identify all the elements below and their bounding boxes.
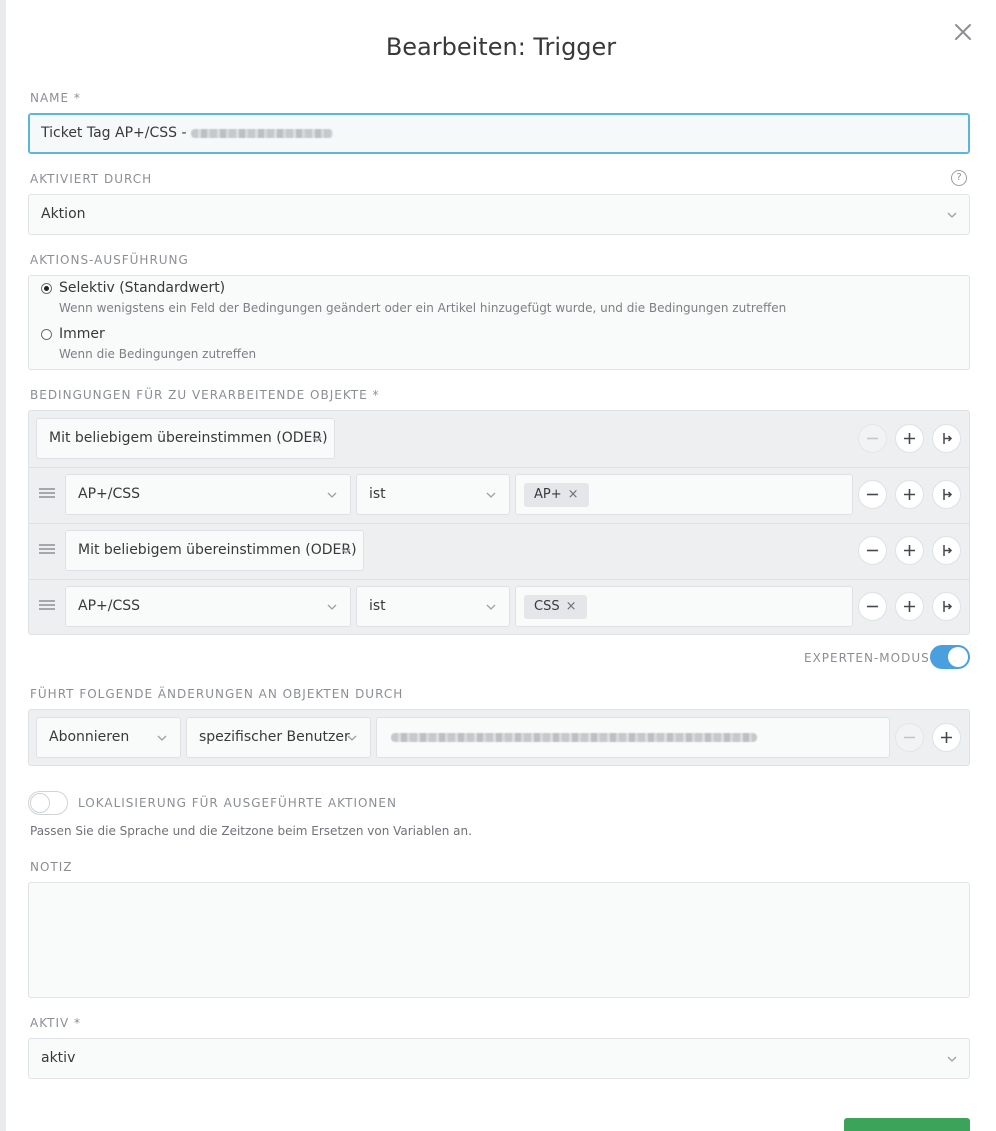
changes-label: FÜHRT FOLGENDE ÄNDERUNGEN AN OBJEKTEN DURCH — [30, 687, 404, 701]
note-label: NOTIZ — [30, 860, 73, 874]
conditions-editor — [28, 410, 970, 635]
tag-chip — [524, 483, 589, 507]
chevron-down-icon — [341, 548, 351, 554]
condition-attribute-value: AP+/CSS — [78, 486, 141, 502]
active-select[interactable] — [28, 1038, 970, 1079]
root-operator-select[interactable] — [36, 418, 335, 459]
radio-always-description: Wenn die Bedingungen zutreffen — [59, 347, 257, 361]
remove-change-button[interactable] — [895, 723, 924, 752]
condition-attribute-select[interactable] — [65, 474, 351, 515]
radio-selective[interactable] — [41, 283, 52, 294]
redacted-text — [391, 733, 757, 742]
condition-attribute-value: AP+/CSS — [78, 598, 141, 614]
chevron-down-icon — [486, 492, 496, 498]
plus-icon — [940, 731, 953, 744]
change-user-input[interactable] — [376, 717, 890, 758]
minus-icon — [866, 544, 879, 557]
radio-always-label: Immer — [59, 326, 105, 342]
active-label: AKTIV * — [30, 1016, 82, 1030]
activated-by-value: Aktion — [41, 206, 86, 222]
execution-radio-group — [28, 275, 970, 370]
change-action-value: Abonnieren — [49, 729, 130, 745]
radio-selective-description: Wenn wenigstens ein Feld der Bedingungen geändert oder ein Artikel hinzugefügt wurde, und die Bedingungen zutreffen — [59, 301, 787, 315]
chevron-down-icon — [327, 604, 337, 610]
submit-button[interactable] — [844, 1118, 970, 1131]
remove-tag-icon[interactable]: × — [567, 487, 579, 502]
plus-icon — [903, 488, 916, 501]
add-subclause-button[interactable] — [932, 536, 961, 565]
chevron-down-icon — [347, 735, 357, 741]
condition-operator-select[interactable] — [356, 586, 510, 627]
plus-icon — [903, 600, 916, 613]
subclause-icon — [940, 488, 953, 501]
expert-mode-toggle[interactable] — [930, 645, 970, 669]
condition-operator-select[interactable] — [356, 474, 510, 515]
note-textarea[interactable] — [28, 882, 970, 998]
condition-tag-input[interactable] — [515, 586, 853, 627]
expert-mode-label: EXPERTEN-MODUS — [804, 651, 930, 665]
localization-hint: Passen Sie die Sprache und die Zeitzone beim Ersetzen von Variablen an. — [30, 824, 472, 838]
chevron-down-icon — [947, 1056, 957, 1062]
minus-icon — [866, 600, 879, 613]
remove-condition-button[interactable] — [858, 424, 887, 453]
add-subclause-button[interactable] — [932, 424, 961, 453]
tag-chip-label: AP+ — [534, 487, 562, 502]
condition-attribute-select[interactable] — [65, 586, 351, 627]
group-operator-select[interactable] — [65, 530, 364, 571]
conditions-label: BEDINGUNGEN FÜR ZU VERARBEITENDE OBJEKTE * — [30, 388, 380, 402]
tag-chip-label: CSS — [534, 599, 560, 614]
activated-by-select[interactable] — [28, 194, 970, 235]
chevron-down-icon — [157, 735, 167, 741]
group-operator-value: Mit beliebigem übereinstimmen (ODER) — [78, 542, 357, 558]
tag-chip — [524, 595, 587, 619]
add-condition-button[interactable] — [895, 424, 924, 453]
remove-condition-button[interactable] — [858, 480, 887, 509]
add-condition-button[interactable] — [895, 480, 924, 509]
toggle-knob — [30, 793, 50, 813]
change-target-value: spezifischer Benutzer — [199, 729, 350, 745]
drag-handle-icon[interactable] — [39, 544, 55, 556]
row-divider — [29, 579, 969, 580]
add-change-button[interactable] — [932, 723, 961, 752]
plus-icon — [903, 432, 916, 445]
condition-operator-value: ist — [369, 486, 386, 502]
change-action-select[interactable] — [36, 717, 181, 758]
name-value: Ticket Tag AP+/CSS - — [41, 125, 333, 141]
dialog-title: Bearbeiten: Trigger — [385, 33, 617, 61]
add-subclause-button[interactable] — [932, 480, 961, 509]
root-operator-value: Mit beliebigem übereinstimmen (ODER) — [49, 430, 328, 446]
add-condition-button[interactable] — [895, 592, 924, 621]
change-target-select[interactable] — [186, 717, 371, 758]
drag-handle-icon[interactable] — [39, 600, 55, 612]
radio-selective-label: Selektiv (Standardwert) — [59, 280, 226, 296]
trigger-edit-dialog — [6, 0, 996, 1131]
minus-icon — [903, 731, 916, 744]
plus-icon — [903, 544, 916, 557]
activated-by-label: AKTIVIERT DURCH — [30, 172, 153, 186]
toggle-knob — [948, 647, 968, 667]
chevron-down-icon — [327, 492, 337, 498]
subclause-icon — [940, 544, 953, 557]
redacted-text — [191, 129, 333, 138]
remove-condition-button[interactable] — [858, 592, 887, 621]
radio-always[interactable] — [41, 329, 52, 340]
minus-icon — [866, 432, 879, 445]
name-label: NAME * — [30, 91, 81, 105]
execution-label: AKTIONS-AUSFÜHRUNG — [30, 253, 189, 267]
row-divider — [29, 523, 969, 524]
condition-tag-input[interactable] — [515, 474, 853, 515]
condition-operator-value: ist — [369, 598, 386, 614]
add-condition-button[interactable] — [895, 536, 924, 565]
help-icon[interactable]: ? — [951, 170, 967, 186]
drag-handle-icon[interactable] — [39, 488, 55, 500]
changes-editor — [28, 709, 970, 766]
chevron-down-icon — [947, 212, 957, 218]
subclause-icon — [940, 432, 953, 445]
chevron-down-icon — [312, 436, 322, 442]
remove-tag-icon[interactable]: × — [565, 599, 577, 614]
localization-label: LOKALISIERUNG FÜR AUSGEFÜHRTE AKTIONEN — [78, 796, 397, 810]
localization-toggle[interactable] — [28, 791, 68, 815]
chevron-down-icon — [486, 604, 496, 610]
subclause-icon — [940, 600, 953, 613]
remove-condition-button[interactable] — [858, 536, 887, 565]
minus-icon — [866, 488, 879, 501]
row-divider — [29, 467, 969, 468]
active-value: aktiv — [41, 1050, 76, 1066]
name-input[interactable] — [28, 113, 970, 154]
add-subclause-button[interactable] — [932, 592, 961, 621]
